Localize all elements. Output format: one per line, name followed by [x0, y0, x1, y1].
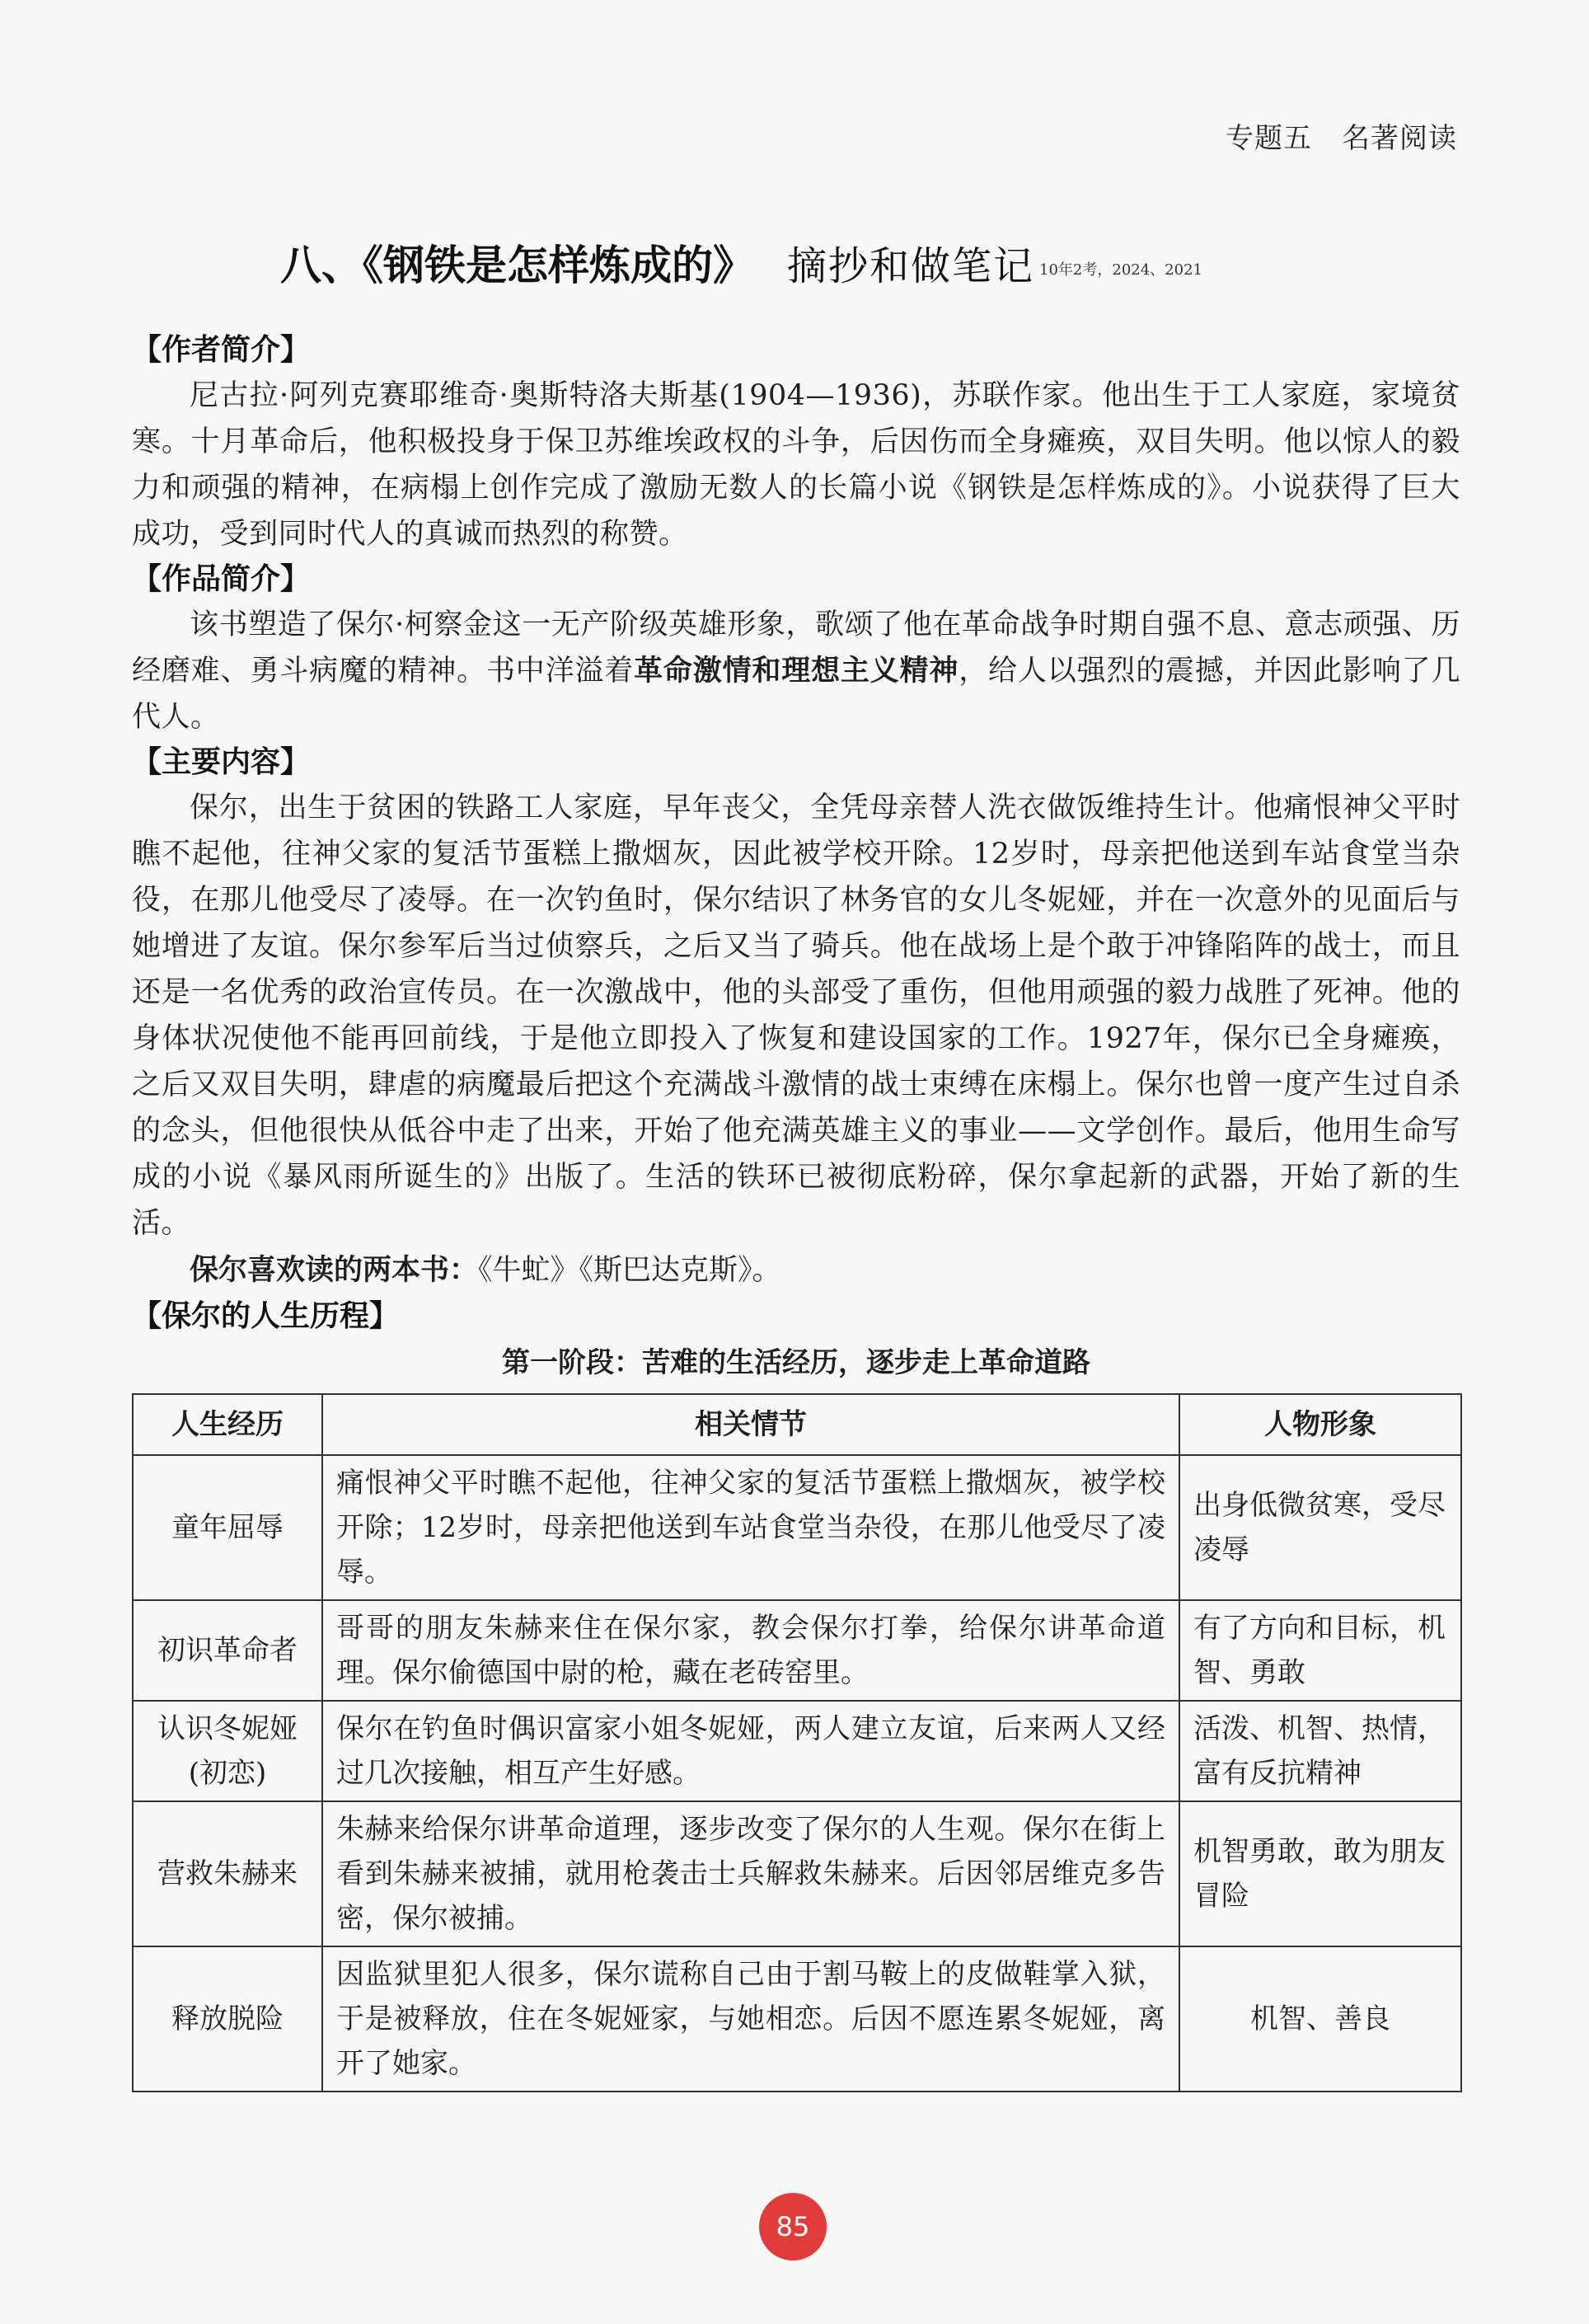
work-text-before: 该书塑造了保尔·柯察金这一无产阶级英雄形象，歌颂了他在革命战争时期自强不息、意志顽强、历经磨难、勇斗病魔的精神。书中洋溢着: [132, 608, 1460, 688]
work-text: [132, 602, 1460, 740]
image-cell: 出身低微贫寒，受尽凌辱: [1179, 1455, 1461, 1600]
image-cell: 有了方向和目标，机智、勇敢: [1179, 1600, 1461, 1701]
plot-cell: 因监狱里犯人很多，保尔谎称自己由于割马鞍上的皮做鞋掌入狱，于是被释放，住在冬妮娅家，与她相恋。后因不愿连累冬妮娅，离开了她家。: [322, 1946, 1179, 2092]
main-content: [132, 328, 1460, 2092]
column-header: 相关情节: [322, 1394, 1179, 1455]
table-row: [133, 1600, 1461, 1701]
image-cell: 机智、善良: [1179, 1946, 1461, 2092]
life-table: [132, 1393, 1462, 2092]
plot-cell: 朱赫来给保尔讲革命道理，逐步改变了保尔的人生观。保尔在街上看到朱赫来被捕，就用枪袭击士兵解救朱赫来。后因邻居维克多告密，保尔被捕。: [322, 1801, 1179, 1946]
page-number-badge: 85: [759, 2193, 827, 2261]
title-sub: 摘抄和做笔记: [787, 243, 1035, 289]
table-row: [133, 1455, 1461, 1600]
experience-cell: 释放脱险: [133, 1946, 322, 2092]
title-exam-note: 10年2考，2024、2021: [1039, 261, 1202, 279]
table-row: [133, 1701, 1461, 1801]
image-cell: 活泼、机智、热情，富有反抗精神: [1179, 1701, 1461, 1801]
experience-cell: 初识革命者: [133, 1600, 322, 1701]
plot-cell: 保尔在钓鱼时偶识富家小姐冬妮娅，两人建立友谊，后来两人又经过几次接触，相互产生好感。: [322, 1701, 1179, 1801]
column-header: 人物形象: [1179, 1394, 1461, 1455]
content-text: 保尔，出生于贫困的铁路工人家庭，早年丧父，全凭母亲替人洗衣做饭维持生计。他痛恨神父平时瞧不起他，往神父家的复活节蛋糕上撒烟灰，因此被学校开除。12岁时，母亲把他送到车站食堂当杂役，在那儿他受尽了凌辱。在一次钓鱼时，保尔结识了林务官的女儿冬妮娅，并在一次意外的见面后与她增进了友谊。保尔参军后当过侦察兵，之后又当了骑兵。他在战场上是个敢于冲锋陷阵的战士，而且还是一名优秀的政治宣传员。在一次激战中，他的头部受了重伤，但他用顽强的毅力战胜了死神。他的身体状况使他不能再回前线，于是他立即投入了恢复和建设国家的工作。1927年，保尔已全身瘫痪，之后又双目失明，肆虐的病魔最后把这个充满战斗激情的战士束缚在床榻上。保尔也曾一度产生过自杀的念头，但他很快从低谷中走了出来，开始了他充满英雄主义的事业——文学创作。最后，他用生命写成的小说《暴风雨所诞生的》出版了。生活的铁环已被彻底粉碎，保尔拿起新的武器，开始了新的生活。: [132, 791, 1460, 1240]
stage-title: 第一阶段：苦难的生活经历，逐步走上革命道路: [502, 1346, 1090, 1379]
content-heading: 【主要内容】: [132, 745, 311, 779]
plot-cell: 哥哥的朋友朱赫来住在保尔家，教会保尔打拳，给保尔讲革命道理。保尔偷德国中尉的枪，藏在老砖窑里。: [322, 1600, 1179, 1701]
header-topic: 专题五: [1226, 122, 1312, 155]
header-section: 名著阅读: [1342, 122, 1457, 155]
running-header: [1226, 115, 1457, 156]
page-title: [280, 232, 1434, 292]
author-text: 尼古拉·阿列克赛耶维奇·奥斯特洛夫斯基(1904—1936)，苏联作家。他出生于工人家庭，家境贫寒。十月革命后，他积极投身于保卫苏维埃政权的斗争，后因伤而全身瘫痪，双目失明。他以惊人的毅力和顽强的精神，在病榻上创作完成了激励无数人的长篇小说《钢铁是怎样炼成的》。小说获得了巨大成功，受到同时代人的真诚而热烈的称赞。: [132, 379, 1460, 551]
favorite-books-label: 保尔喜欢读的两本书：: [190, 1254, 479, 1287]
work-text-bold: 革命激情和理想主义精神: [634, 655, 959, 688]
work-heading: 【作品简介】: [132, 562, 311, 596]
title-main: 八、《钢铁是怎样炼成的》: [280, 242, 754, 289]
plot-cell: 痛恨神父平时瞧不起他，往神父家的复活节蛋糕上撒烟灰，被学校开除；12岁时，母亲把他送到车站食堂当杂役，在那儿他受尽了凌辱。: [322, 1455, 1179, 1600]
experience-cell: 营救朱赫来: [133, 1801, 322, 1946]
table-row: [133, 1946, 1461, 2092]
table-row: [133, 1801, 1461, 1946]
image-cell: 机智勇敢，敢为朋友冒险: [1179, 1801, 1461, 1946]
favorite-books-titles: 《牛虻》《斯巴达克斯》。: [478, 1254, 781, 1287]
author-heading: 【作者简介】: [132, 333, 311, 367]
column-header: 人生经历: [133, 1394, 322, 1455]
experience-cell: 认识冬妮娅(初恋): [133, 1701, 322, 1801]
work-text-after: ，给人以强烈的震撼，并因此影响了几代人。: [132, 655, 1460, 734]
life-heading: 【保尔的人生历程】: [132, 1299, 400, 1333]
table-header-row: [133, 1394, 1461, 1455]
favorite-books: [132, 1247, 1460, 1294]
experience-cell: 童年屈辱: [133, 1455, 322, 1600]
